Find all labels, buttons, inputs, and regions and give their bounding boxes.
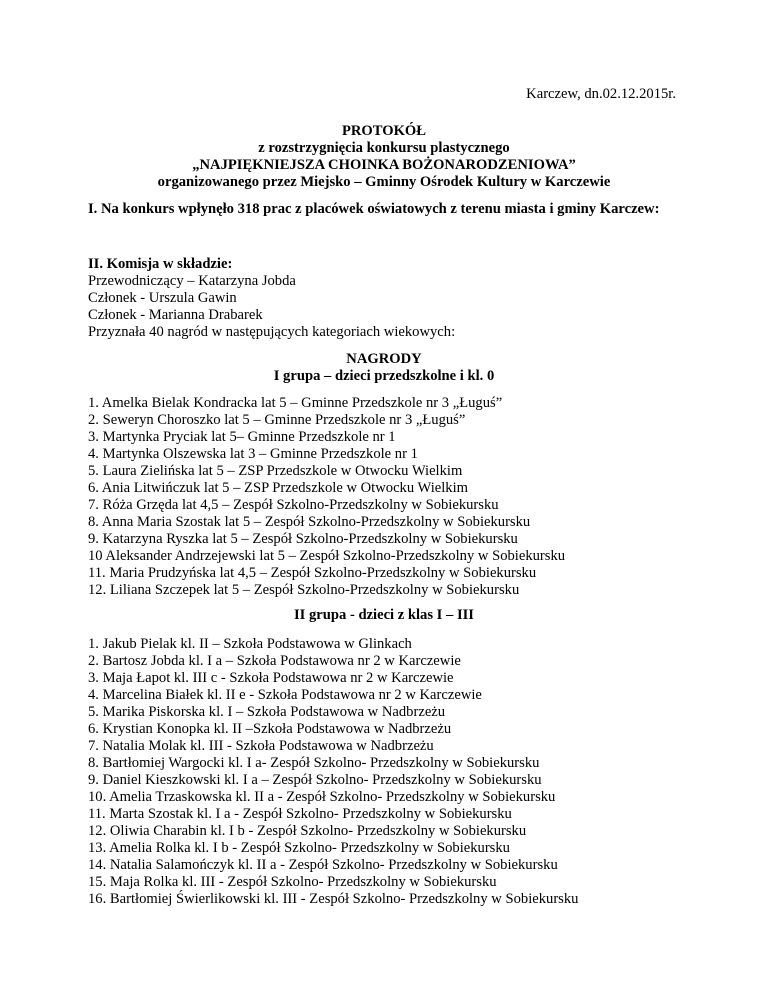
list-item: 12. Oliwia Charabin kl. I b - Zespół Szkolno- Przedszkolny w Sobiekursku bbox=[88, 823, 527, 839]
list-item: 2. Seweryn Choroszko lat 5 – Gminne Przedszkole nr 3 „Ługuś” bbox=[88, 412, 466, 428]
list-item: 4. Marcelina Białek kl. II e - Szkoła Podstawowa nr 2 w Karczewie bbox=[88, 687, 482, 703]
list-item: 4. Martynka Olszewska lat 3 – Gminne Przedszkole nr 1 bbox=[88, 446, 418, 462]
list-item: 9. Daniel Kieszkowski kl. I a – Zespół Szkolno- Przedszkolny w Sobiekursku bbox=[88, 772, 542, 788]
awards-summary: Przyznała 40 nagród w następujących kategoriach wiekowych: bbox=[88, 324, 456, 340]
list-item: 6. Krystian Konopka kl. II –Szkoła Podstawowa w Nadbrzeżu bbox=[88, 721, 452, 737]
list-item: 8. Bartłomiej Wargocki kl. I a- Zespół Szkolno- Przedszkolny w Sobiekursku bbox=[88, 755, 540, 771]
list-item: 5. Laura Zielińska lat 5 – ZSP Przedszkole w Otwocku Wielkim bbox=[88, 463, 463, 479]
organizer: organizowanego przez Miejsko – Gminny Ośrodek Kultury w Karczewie bbox=[157, 174, 611, 190]
list-item: 13. Amelia Rolka kl. I b - Zespół Szkolno- Przedszkolny w Sobiekursku bbox=[88, 840, 510, 856]
list-item: 5. Marika Piskorska kl. I – Szkoła Podstawowa w Nadbrzeżu bbox=[88, 704, 446, 720]
list-item: 10. Amelia Trzaskowska kl. II a - Zespół Szkolno- Przedszkolny w Sobiekursku bbox=[88, 789, 556, 805]
committee-chair: Przewodniczący – Katarzyna Jobda bbox=[88, 273, 296, 289]
committee-member: Członek - Urszula Gawin bbox=[88, 290, 237, 306]
document-subtitle: z rozstrzygnięcia konkursu plastycznego bbox=[258, 140, 510, 156]
document-title: PROTOKÓŁ bbox=[341, 123, 427, 139]
list-item: 6. Ania Litwińczuk lat 5 – ZSP Przedszkole w Otwocku Wielkim bbox=[88, 480, 469, 496]
place-date: Karczew, dn.02.12.2015r. bbox=[526, 86, 676, 102]
group-2-title: II grupa - dzieci z klas I – III bbox=[293, 607, 474, 623]
list-item: 1. Jakub Pielak kl. II – Szkoła Podstawowa w Glinkach bbox=[88, 636, 412, 652]
section-1-text: I. Na konkurs wpłynęło 318 prac z placówek oświatowych z terenu miasta i gminy Karczew: bbox=[88, 201, 660, 217]
list-item: 10 Aleksander Andrzejewski lat 5 – Zespół Szkolno-Przedszkolny w Sobiekursku bbox=[88, 548, 566, 564]
list-item: 12. Liliana Szczepek lat 5 – Zespół Szkolno-Przedszkolny w Sobiekursku bbox=[88, 582, 520, 598]
awards-heading: NAGRODY bbox=[346, 351, 422, 367]
list-item: 11. Maria Prudzyńska lat 4,5 – Zespół Szkolno-Przedszkolny w Sobiekursku bbox=[88, 565, 537, 581]
list-item: 15. Maja Rolka kl. III - Zespół Szkolno- Przedszkolny w Sobiekursku bbox=[88, 874, 497, 890]
list-item: 2. Bartosz Jobda kl. I a – Szkoła Podstawowa nr 2 w Karczewie bbox=[88, 653, 461, 669]
list-item: 3. Maja Łapot kl. III c - Szkoła Podstawowa nr 2 w Karczewie bbox=[88, 670, 454, 686]
list-item: 8. Anna Maria Szostak lat 5 – Zespół Szkolno-Przedszkolny w Sobiekursku bbox=[88, 514, 531, 530]
list-item: 1. Amelka Bielak Kondracka lat 5 – Gminne Przedszkole nr 3 „Ługuś” bbox=[88, 395, 503, 411]
committee-member: Członek - Marianna Drabarek bbox=[88, 307, 263, 323]
list-item: 3. Martynka Pryciak lat 5– Gminne Przedszkole nr 1 bbox=[88, 429, 396, 445]
group-1-title: I grupa – dzieci przedszkolne i kl. 0 bbox=[273, 368, 495, 384]
section-2-heading: II. Komisja w składzie: bbox=[88, 256, 233, 272]
list-item: 7. Róża Grzęda lat 4,5 – Zespół Szkolno-Przedszkolny w Sobiekursku bbox=[88, 497, 499, 513]
list-item: 11. Marta Szostak kl. I a - Zespół Szkolno- Przedszkolny w Sobiekursku bbox=[88, 806, 512, 822]
list-item: 16. Bartłomiej Świerlikowski kl. III - Zespół Szkolno- Przedszkolny w Sobiekursku bbox=[88, 891, 579, 907]
contest-name: „NAJPIĘKNIEJSZA CHOINKA BOŻONARODZENIOWA” bbox=[192, 157, 576, 173]
list-item: 9. Katarzyna Ryszka lat 5 – Zespół Szkolno-Przedszkolny w Sobiekursku bbox=[88, 531, 518, 547]
list-item: 14. Natalia Salamończyk kl. II a - Zespół Szkolno- Przedszkolny w Sobiekursku bbox=[88, 857, 558, 873]
list-item: 7. Natalia Molak kl. III - Szkoła Podstawowa w Nadbrzeżu bbox=[88, 738, 434, 754]
